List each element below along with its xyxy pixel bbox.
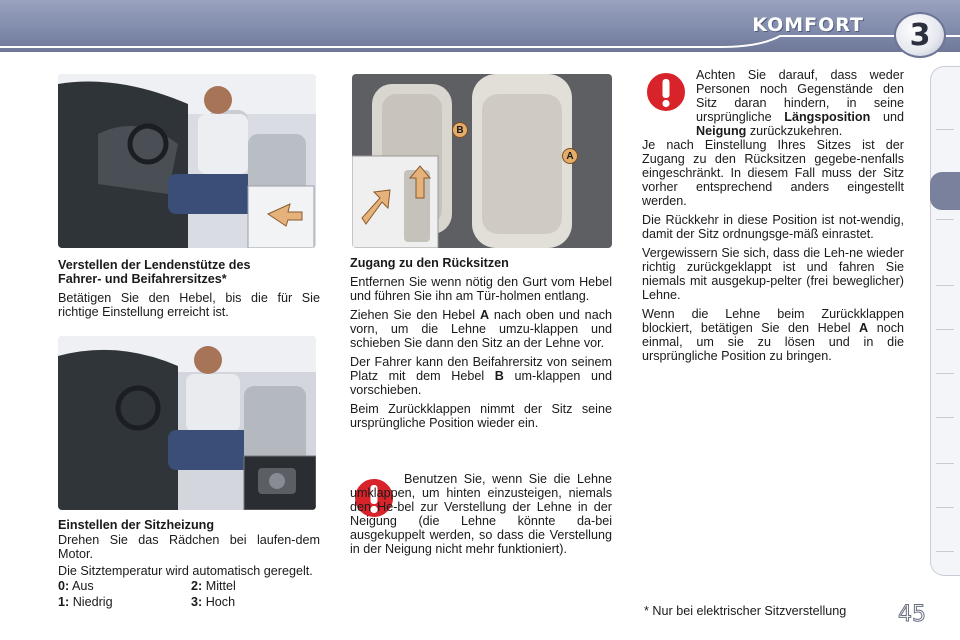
warning-right-text: Achten Sie darauf, dass weder Personen noch Gegenstände den Sitz daran hindern, in seine ursprüngliche Längsposition und Neigung zurückzukehren.	[696, 68, 904, 138]
right-column	[642, 138, 904, 368]
chapter-tab-rail	[930, 66, 960, 576]
heating-levels	[58, 579, 320, 609]
heating-level: 0: Aus	[58, 579, 94, 593]
heating-section	[58, 518, 320, 609]
tab-divider	[936, 129, 954, 130]
heating-text-1: Drehen Sie das Rädchen bei laufen-dem Motor.	[58, 533, 320, 561]
page-number: 45	[898, 602, 926, 627]
right-p2: Die Rückkehr in diese Position ist not-wendig, damit der Sitz ordnungsge-mäß einrastet.	[642, 213, 904, 241]
rear-access-seat-photo	[352, 74, 612, 248]
rear-access-p1: Entfernen Sie wenn nötig den Gurt vom Hebel und führen Sie ihn am Tür-holmen entlang.	[350, 275, 612, 303]
lumbar-heading	[58, 258, 320, 286]
rear-access-p4: Beim Zurückklappen nimmt der Sitz seine ursprüngliche Position wieder ein.	[350, 402, 612, 430]
active-chapter-tab[interactable]	[930, 172, 960, 210]
rear-access-heading: Zugang zu den Rücksitzen	[350, 256, 509, 270]
rear-access-p2: Ziehen Sie den Hebel A nach oben und nach vorn, um die Lehne umzu-klappen und schieben Sie dann den Sitz an der Lehne vor.	[350, 308, 612, 350]
chapter-title: KOMFORT	[752, 14, 864, 36]
lumbar-section	[58, 258, 320, 324]
heating-level: 3: Hoch	[191, 595, 236, 609]
rear-access-section	[350, 256, 612, 435]
tab-divider	[936, 373, 954, 374]
lever-b-marker: B	[452, 122, 468, 138]
footnote: * Nur bei elektrischer Sitzverstellung	[644, 604, 847, 618]
lumbar-text: Betätigen Sie den Hebel, bis die für Sie richtige Einstellung erreicht ist.	[58, 291, 320, 319]
lever-a-marker: A	[562, 148, 578, 164]
tab-divider	[936, 417, 954, 418]
tab-divider	[936, 463, 954, 464]
tab-divider	[936, 329, 954, 330]
warning-middle	[350, 472, 612, 561]
right-p1: Je nach Einstellung Ihres Sitzes ist der Zugang zu den Rücksitzen gegebe-nenfalls eingeschränkt. In diesem Fall muss der Sitz vorher entsprechend anders eingestellt werden.	[642, 138, 904, 208]
rear-access-p3: Der Fahrer kann den Beifahrersitz von seinem Platz mit dem Hebel B um-klappen und vorschieben.	[350, 355, 612, 397]
warning-icon	[644, 70, 688, 119]
tab-divider	[936, 285, 954, 286]
right-p3: Vergewissern Sie sich, dass die Leh-ne wieder richtig zurückgeklappt ist und fahren Sie niemals mit ausgekup-pelter (frei beweglicher) Lehne.	[642, 246, 904, 302]
lumbar-adjust-photo	[58, 74, 316, 248]
tab-divider	[936, 219, 954, 220]
seat-heating-photo	[58, 336, 316, 510]
heating-heading: Einstellen der Sitzheizung	[58, 518, 215, 532]
chapter-number-badge: 3	[894, 12, 946, 58]
heating-text-2: Die Sitztemperatur wird automatisch geregelt.	[58, 564, 313, 578]
tab-divider	[936, 551, 954, 552]
warning-right	[696, 68, 904, 143]
tab-divider	[936, 507, 954, 508]
lumbar-heading-line2: Fahrer- und Beifahrersitzes*	[58, 272, 227, 286]
heating-level: 2: Mittel	[191, 579, 236, 593]
heating-level: 1: Niedrig	[58, 595, 113, 609]
right-p4: Wenn die Lehne beim Zurückklappen blockiert, betätigen Sie den Hebel A noch einmal, um sie zu lösen und in die ursprüngliche Position zu bringen.	[642, 307, 905, 363]
lumbar-heading-line1: Verstellen der Lendenstütze des	[58, 258, 251, 272]
warning-middle-text: Benutzen Sie, wenn Sie die Lehne umklappen, um hinten einzusteigen, niemals den He-bel zur Verstellung der Lehne in der Neigung (die Lehne könnte da-bei ausgekuppelt werden, so dass die Verstellung in der Neigung nicht mehr funktioniert).	[350, 472, 612, 556]
